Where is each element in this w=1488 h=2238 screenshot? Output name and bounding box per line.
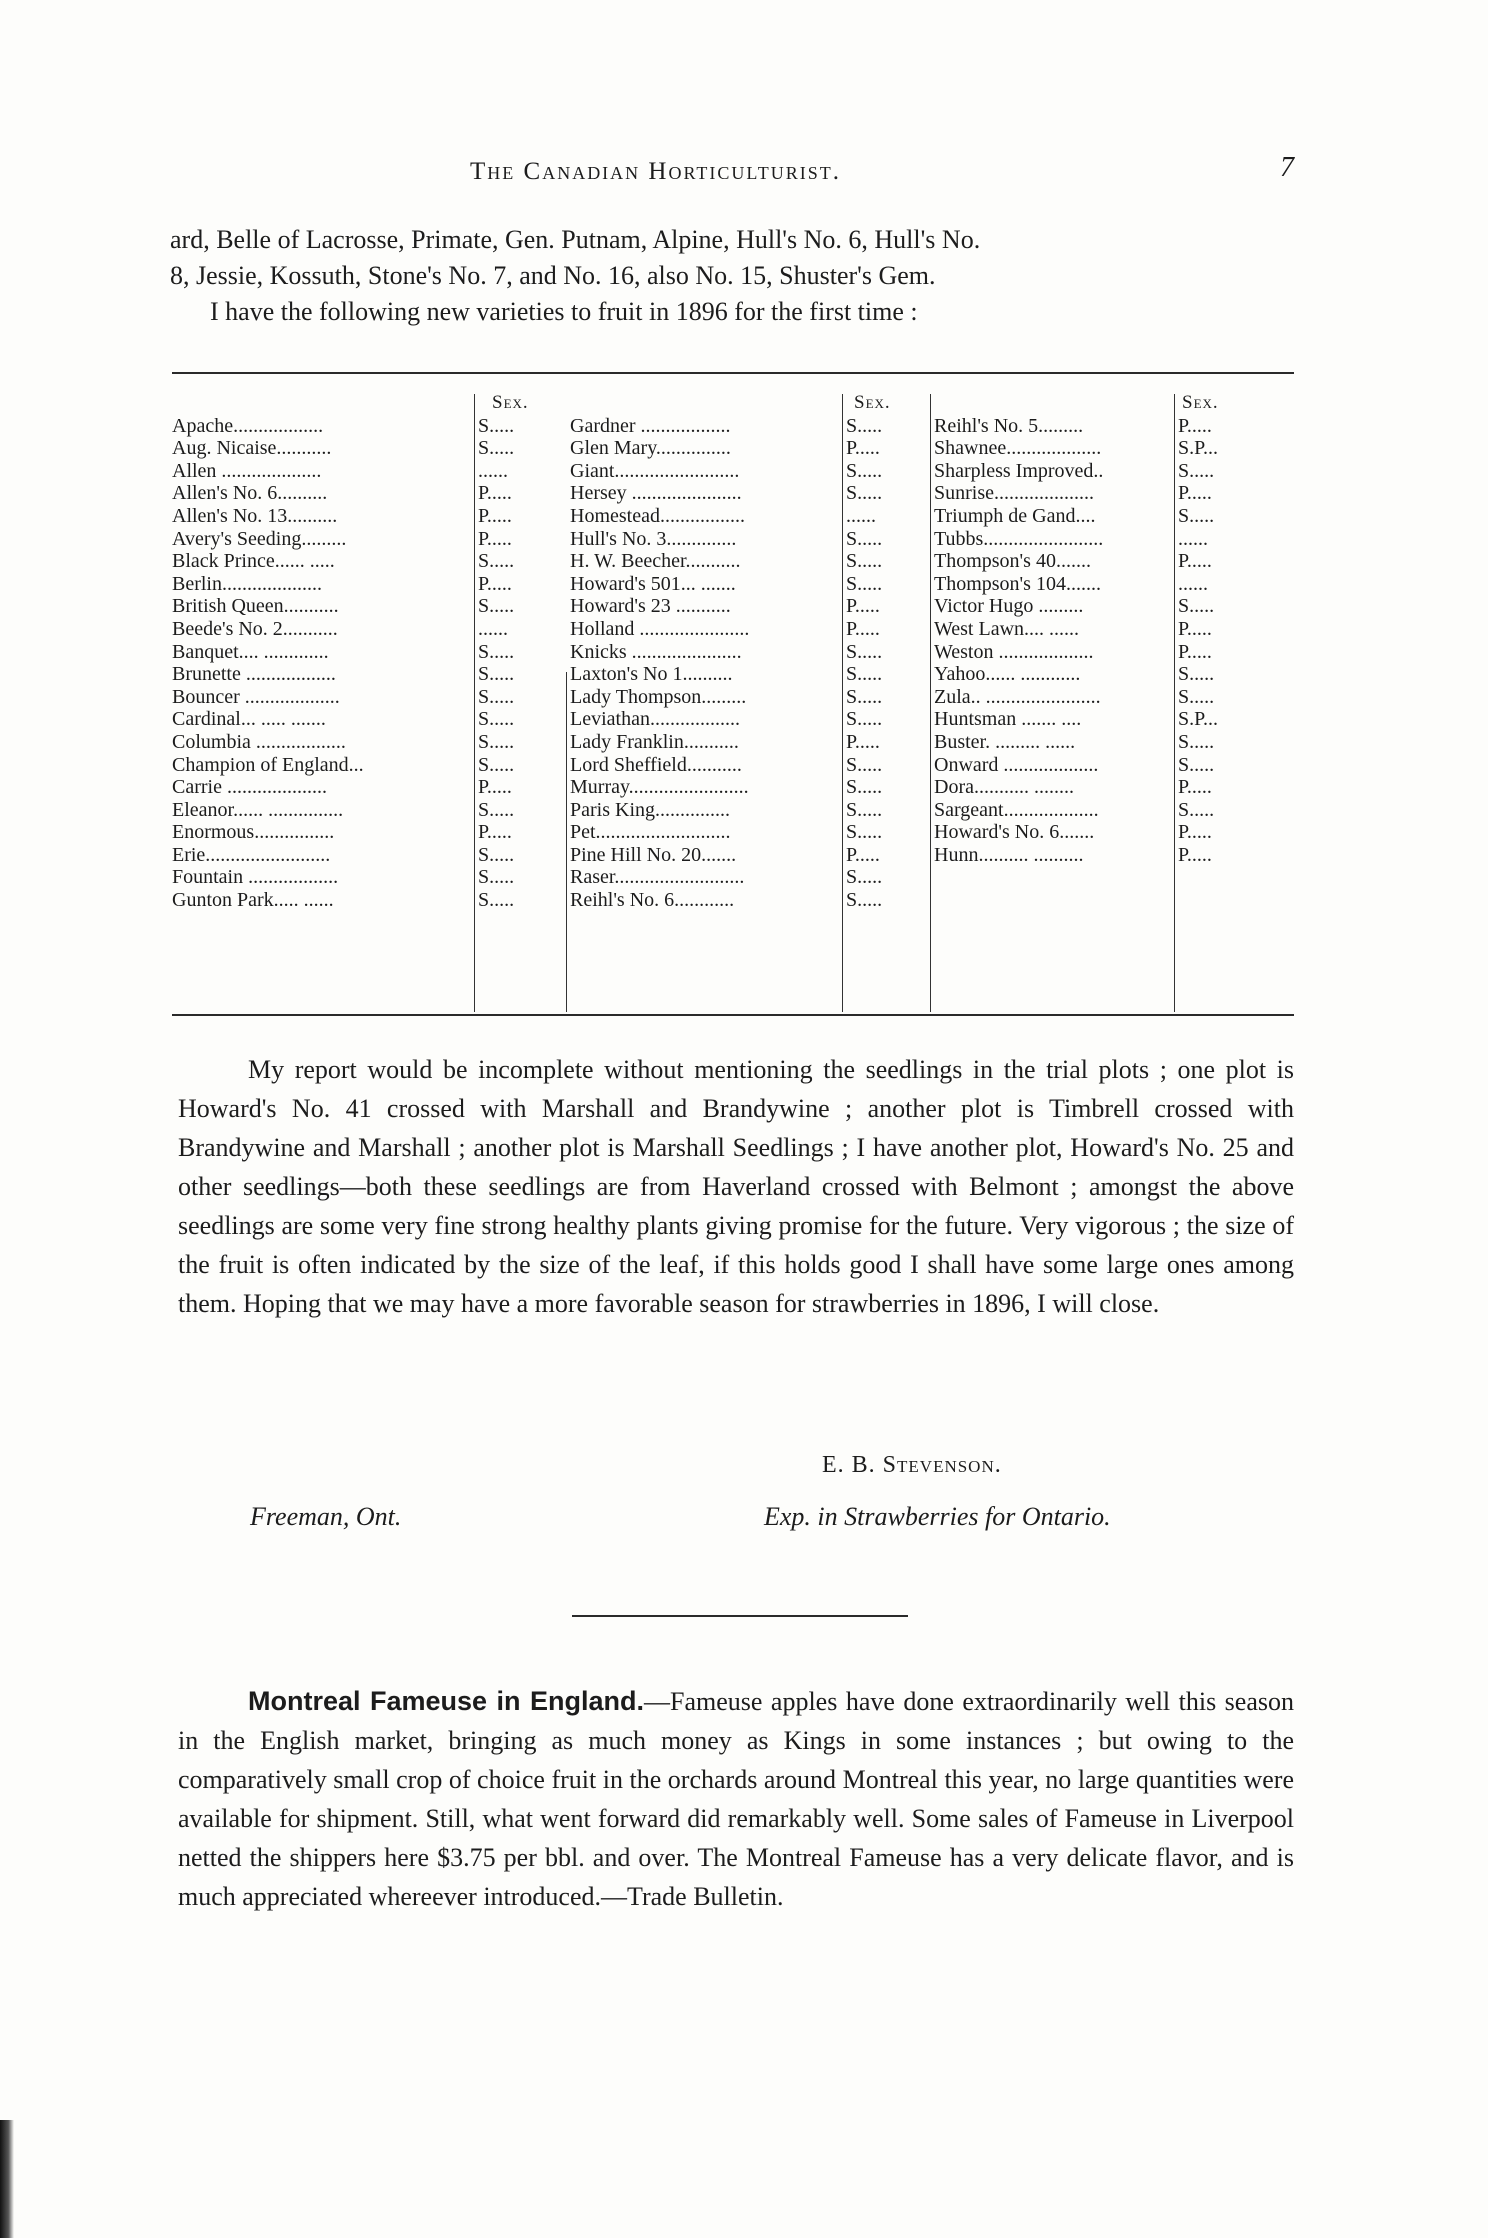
table-cell: S..... xyxy=(846,482,883,505)
table-cell: P..... xyxy=(846,437,880,460)
signer-surname: Stevenson. xyxy=(882,1452,1002,1478)
table-cell: Banquet.... ............. xyxy=(172,640,329,663)
table-cell: S..... xyxy=(846,889,883,912)
table-cell: P..... xyxy=(846,843,880,866)
table-cell: S..... xyxy=(1178,798,1215,821)
table-cell: Howard's No. 6....... xyxy=(934,821,1095,844)
table-cell: Laxton's No 1.......... xyxy=(570,663,733,686)
table-cell: Thompson's 104....... xyxy=(934,572,1101,595)
table-cell: P..... xyxy=(478,504,512,527)
table-cell: S..... xyxy=(478,663,515,686)
table-cell: P..... xyxy=(1178,776,1212,799)
table-cell: Sunrise.................... xyxy=(934,482,1094,505)
col2-names xyxy=(570,392,810,912)
table-cell: P..... xyxy=(846,617,880,640)
table-cell: S..... xyxy=(846,663,883,686)
table-cell: ...... xyxy=(478,617,508,640)
table-cell: Champion of England... xyxy=(172,753,364,776)
table-divider xyxy=(474,394,475,1012)
table-cell: Berlin.................... xyxy=(172,572,322,595)
table-cell: Paris King............... xyxy=(570,798,730,821)
table-cell: S..... xyxy=(846,459,883,482)
article-paragraph xyxy=(178,1682,1294,1916)
table-cell: S..... xyxy=(1178,504,1215,527)
table-cell: P..... xyxy=(478,776,512,799)
table-cell: Lady Franklin........... xyxy=(570,730,739,753)
table-cell: Murray........................ xyxy=(570,776,749,799)
table-cell: ...... xyxy=(1178,527,1208,550)
table-cell: Gunton Park..... ...... xyxy=(172,889,334,912)
table-cell: Reihl's No. 5......... xyxy=(934,414,1084,437)
table-cell: West Lawn.... ...... xyxy=(934,617,1080,640)
table-cell: Leviathan.................. xyxy=(570,708,740,731)
intro-line-1: ard, Belle of Lacrosse, Primate, Gen. Putnam, Alpine, Hull's No. 6, Hull's No. xyxy=(170,225,981,254)
table-cell: S..... xyxy=(1178,730,1215,753)
table-cell: P..... xyxy=(1178,550,1212,573)
report-paragraph: My report would be incomplete without mentioning the seedlings in the trial plots ; one plot is Howard's No. 41 crossed with Marshall and Brandywine ; another plot is Timbrell crossed with Brandywine and Marshall ; another plot is Marshall Seedlings ; I have another plot, Howard's No. 25 and other seedlings—both these seedlings are from Haverland crossed with Belmont ; amongst the above seedlings are some very fine strong healthy plants giving promise for the future. Very vigorous ; the size of the fruit is often indicated by the size of the leaf, if this holds good I shall have some large ones among them. Hoping that we may have a more favorable season for strawberries in 1896, I will close. xyxy=(178,1055,1294,1318)
running-head xyxy=(470,158,841,186)
col2-sex xyxy=(846,392,906,912)
table-cell: P..... xyxy=(478,572,512,595)
intro-line-3: I have the following new varieties to fruit in 1896 for the first time : xyxy=(210,297,918,326)
signer-place: Freeman, Ont. xyxy=(250,1502,402,1531)
running-head-title: Canadian Horticulturist. xyxy=(523,158,841,185)
table-cell: Black Prince...... ..... xyxy=(172,550,335,573)
table-cell: Giant......................... xyxy=(570,459,740,482)
table-cell: P..... xyxy=(478,527,512,550)
table-cell: Yahoo...... ............ xyxy=(934,663,1081,686)
table-cell: S..... xyxy=(478,708,515,731)
col3-names xyxy=(934,392,1169,866)
table-cell: Hull's No. 3.............. xyxy=(570,527,737,550)
table-cell: H. W. Beecher........... xyxy=(570,550,741,573)
table-cell: Glen Mary............... xyxy=(570,437,731,460)
table-cell: Allen's No. 13.......... xyxy=(172,504,338,527)
table-cell: Homestead................. xyxy=(570,504,745,527)
table-cell: S..... xyxy=(478,866,515,889)
table-cell: S..... xyxy=(846,708,883,731)
table-cell: Sharpless Improved.. xyxy=(934,459,1104,482)
page-number: 7 xyxy=(1280,152,1294,183)
table-divider xyxy=(566,672,567,1012)
table-cell: Victor Hugo ......... xyxy=(934,595,1084,618)
table-cell: ...... xyxy=(1178,572,1208,595)
table-cell: Thompson's 40....... xyxy=(934,550,1091,573)
table-cell: Tubbs........................ xyxy=(934,527,1104,550)
table-cell: Onward ................... xyxy=(934,753,1099,776)
intro-text xyxy=(170,222,1292,330)
table-cell: Weston ................... xyxy=(934,640,1094,663)
table-cell: Aug. Nicaise........... xyxy=(172,437,332,460)
table-cell: S..... xyxy=(846,414,883,437)
table-cell: S..... xyxy=(478,798,515,821)
table-cell: Shawnee................... xyxy=(934,437,1102,460)
table-cell: British Queen........... xyxy=(172,595,339,618)
table-cell: P..... xyxy=(478,482,512,505)
table-cell: S..... xyxy=(846,776,883,799)
table-cell: Hersey ...................... xyxy=(570,482,742,505)
table-cell: Triumph de Gand.... xyxy=(934,504,1096,527)
table-cell: S..... xyxy=(478,843,515,866)
table-cell: Columbia .................. xyxy=(172,730,346,753)
table-cell: Erie......................... xyxy=(172,843,331,866)
table-cell: S..... xyxy=(846,550,883,573)
table-cell: S..... xyxy=(846,527,883,550)
table-cell: S..... xyxy=(478,685,515,708)
table-cell: S..... xyxy=(846,640,883,663)
table-cell: Fountain .................. xyxy=(172,866,339,889)
table-cell: Huntsman ....... .... xyxy=(934,708,1082,731)
table-cell: S..... xyxy=(478,414,515,437)
table-cell: S.P... xyxy=(1178,437,1219,460)
table-cell: S..... xyxy=(478,753,515,776)
col3-sex xyxy=(1178,392,1248,866)
article xyxy=(178,1682,1294,1916)
table-cell: P..... xyxy=(1178,482,1212,505)
table-cell: ...... xyxy=(478,459,508,482)
col1-sex-header: Sex. xyxy=(492,392,529,413)
table-cell: S..... xyxy=(1178,459,1215,482)
table-cell: S..... xyxy=(846,572,883,595)
signer-initials: E. B. xyxy=(822,1452,876,1478)
col3-sex-header: Sex. xyxy=(1182,392,1219,413)
table-cell: Pet........................... xyxy=(570,821,731,844)
col1-names xyxy=(172,392,472,912)
table-cell: S..... xyxy=(478,550,515,573)
table-cell: Lady Thompson......... xyxy=(570,685,747,708)
table-cell: Howard's 501... ....... xyxy=(570,572,736,595)
table-cell: S.P... xyxy=(1178,708,1219,731)
table-cell: Allen's No. 6.......... xyxy=(172,482,328,505)
table-cell: Knicks ...................... xyxy=(570,640,742,663)
running-head-the: The xyxy=(470,158,516,185)
table-cell: S..... xyxy=(478,640,515,663)
table-cell: P..... xyxy=(1178,640,1212,663)
table-cell: Bouncer ................... xyxy=(172,685,340,708)
report-text xyxy=(178,1050,1294,1323)
article-headline: Montreal Fameuse in England. xyxy=(248,1686,645,1716)
table-cell: P..... xyxy=(846,730,880,753)
table-cell: ...... xyxy=(846,504,876,527)
table-cell: Sargeant................... xyxy=(934,798,1099,821)
col2-sex-header: Sex. xyxy=(854,392,891,413)
table-cell: Allen .................... xyxy=(172,459,322,482)
table-cell: S..... xyxy=(1178,595,1215,618)
table-cell: S..... xyxy=(1178,685,1215,708)
table-cell: S..... xyxy=(846,685,883,708)
table-cell: Eleanor...... ............... xyxy=(172,798,344,821)
table-cell: Carrie .................... xyxy=(172,776,327,799)
table-cell: Beede's No. 2........... xyxy=(172,617,338,640)
table-cell: Apache.................. xyxy=(172,414,324,437)
table-cell: Lord Sheffield........... xyxy=(570,753,742,776)
table-cell: P..... xyxy=(1178,821,1212,844)
table-divider xyxy=(930,394,931,1012)
table-cell: S..... xyxy=(478,730,515,753)
table-bottom-rule xyxy=(172,1014,1294,1016)
table-cell: Buster. ......... ...... xyxy=(934,730,1076,753)
page-binding-edge xyxy=(0,2120,14,2238)
table-cell: S..... xyxy=(846,866,883,889)
table-cell: P..... xyxy=(1178,843,1212,866)
col1-sex xyxy=(478,392,538,912)
signer-title: Exp. in Strawberries for Ontario. xyxy=(764,1502,1111,1531)
table-cell: P..... xyxy=(1178,414,1212,437)
table-cell: Brunette .................. xyxy=(172,663,336,686)
table-cell: S..... xyxy=(478,437,515,460)
table-cell: S..... xyxy=(1178,663,1215,686)
intro-line-2: 8, Jessie, Kossuth, Stone's No. 7, and No. 16, also No. 15, Shuster's Gem. xyxy=(170,261,936,290)
table-cell: S..... xyxy=(846,821,883,844)
table-cell: Enormous................ xyxy=(172,821,335,844)
signature xyxy=(822,1452,1002,1479)
table-cell: Gardner .................. xyxy=(570,414,731,437)
table-cell: Pine Hill No. 20....... xyxy=(570,843,737,866)
table-cell: S..... xyxy=(478,889,515,912)
table-cell: S..... xyxy=(846,798,883,821)
table-cell: Zula.. ....................... xyxy=(934,685,1101,708)
table-cell: Cardinal... ..... ....... xyxy=(172,708,326,731)
table-cell: P..... xyxy=(478,821,512,844)
table-cell: Avery's Seeding......... xyxy=(172,527,347,550)
table-divider xyxy=(842,394,843,1012)
table-cell: Raser.......................... xyxy=(570,866,745,889)
article-body: —Fameuse apples have done extraordinarily well this season in the English market, bringing as much money as Kings in some instances ; but owing to the comparatively small crop of choice fruit in the orchards around Montreal this year, no large quantities were available for shipment. Still, what went forward did remarkably well. Some sales of Fameuse in Liverpool netted the shippers here $3.75 per bbl. and over. The Montreal Fameuse has a very delicate flavor, and is much appreciated whereever introduced.—Trade Bulletin. xyxy=(178,1687,1294,1911)
table-cell: Howard's 23 ........... xyxy=(570,595,731,618)
table-cell: S..... xyxy=(478,595,515,618)
table-cell: Reihl's No. 6............ xyxy=(570,889,735,912)
table-cell: Hunn.......... .......... xyxy=(934,843,1084,866)
section-divider xyxy=(572,1615,908,1617)
table-top-rule xyxy=(172,372,1294,374)
table-cell: P..... xyxy=(1178,617,1212,640)
table-cell: Holland ...................... xyxy=(570,617,750,640)
table-divider xyxy=(1174,394,1175,1012)
table-cell: P..... xyxy=(846,595,880,618)
table-cell: S..... xyxy=(846,753,883,776)
table-cell: S..... xyxy=(1178,753,1215,776)
table-cell: Dora........... ........ xyxy=(934,776,1074,799)
